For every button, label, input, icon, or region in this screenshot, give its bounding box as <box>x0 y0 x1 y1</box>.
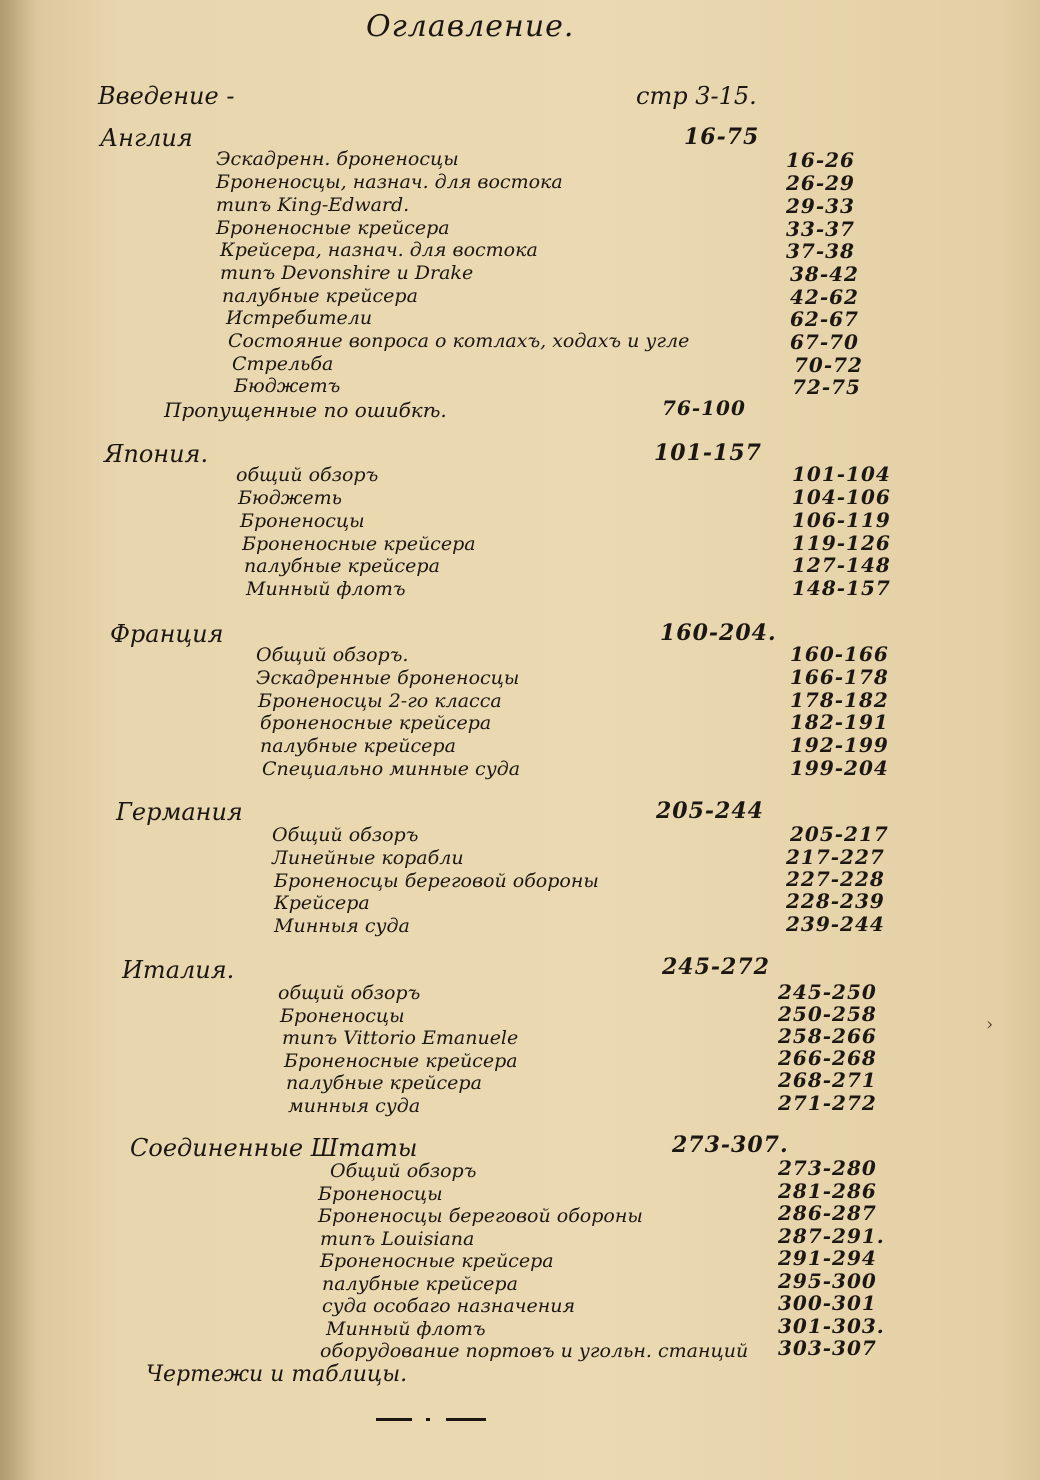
entry-label: Броненосцы 2-го класса <box>258 690 502 712</box>
entry-pages: 148-157 <box>792 576 891 600</box>
entry-label: Состояние вопроса о котлахъ, ходахъ и угле <box>228 330 690 352</box>
entry-label: Броненосцы <box>318 1183 443 1205</box>
section-pages: 273-307. <box>672 1132 789 1158</box>
section-title: Германия <box>116 798 243 826</box>
entry-pages: 192-199 <box>790 733 889 757</box>
entry-pages: 26-29 <box>786 171 855 195</box>
entry-pages: 286-287 <box>778 1201 877 1225</box>
entry-pages: 281-286 <box>778 1179 877 1203</box>
entry-label: Броненосцы, назнач. для востока <box>216 171 563 193</box>
entry-label: суда особаго назначения <box>322 1295 576 1317</box>
entry-pages: 178-182 <box>790 688 889 712</box>
entry-pages: 62-67 <box>790 307 859 331</box>
section-pages: 245-272 <box>662 954 770 980</box>
entry-label: Общий обзоръ. <box>256 644 409 666</box>
entry-label: Броненосцы береговой обороны <box>318 1205 643 1227</box>
section-title: Англия <box>100 124 193 152</box>
page-title: Оглавление. <box>366 9 575 44</box>
margin-mark: › <box>986 1014 994 1035</box>
entry-label: Бюджетъ <box>234 375 341 397</box>
entry-pages: 295-300 <box>778 1269 877 1293</box>
entry-pages: 38-42 <box>790 262 859 286</box>
entry-label: Эскадренные броненосцы <box>256 667 520 689</box>
entry-label: палубные крейсера <box>244 555 440 577</box>
entry-pages: 37-38 <box>786 239 855 263</box>
entry-pages: 166-178 <box>790 665 889 689</box>
entry-label: общий обзоръ <box>278 982 421 1004</box>
entry-pages: 104-106 <box>792 485 891 509</box>
entry-pages: 287-291. <box>778 1224 885 1248</box>
entry-label: минныя суда <box>288 1095 421 1117</box>
entry-pages: 70-72 <box>794 353 863 377</box>
entry-pages: 217-227 <box>786 845 885 869</box>
entry-label: палубные крейсера <box>260 735 456 757</box>
section-title: Франция <box>110 620 224 648</box>
entry-pages: 271-272 <box>778 1091 877 1115</box>
entry-pages: 199-204 <box>790 756 889 780</box>
entry-pages: 160-166 <box>790 642 889 666</box>
footer-dash <box>446 1418 486 1421</box>
entry-pages: 16-26 <box>786 148 855 172</box>
entry-label: оборудование портовъ и угольн. станций <box>320 1340 749 1362</box>
entry-label: Специально минные суда <box>262 758 521 780</box>
entry-label: Броненосцы <box>240 510 365 532</box>
entry-pages: 29-33 <box>786 194 855 218</box>
entry-pages: 106-119 <box>792 508 891 532</box>
entry-pages: 101-104 <box>792 462 891 486</box>
entry-label: Броненосные крейсера <box>284 1050 518 1072</box>
section-pages: 205-244 <box>656 798 764 824</box>
entry-pages: 76-100 <box>662 396 746 420</box>
entry-pages: 72-75 <box>792 375 861 399</box>
entry-label: палубные крейсера <box>286 1072 482 1094</box>
entry-pages: 300-301 <box>778 1291 877 1315</box>
entry-label: Общий обзоръ <box>272 824 419 846</box>
entry-label: Броненосные крейсера <box>320 1250 554 1272</box>
entry-label: Крейсера, назнач. для востока <box>220 239 538 261</box>
entry-label: Истребители <box>226 307 373 329</box>
entry-pages: 67-70 <box>790 330 859 354</box>
entry-pages: 245-250 <box>778 980 877 1004</box>
intro-pages: стр 3-15. <box>636 82 757 110</box>
closing-label: Чертежи и таблицы. <box>146 1362 408 1387</box>
entry-pages: 303-307 <box>778 1336 877 1360</box>
entry-label: типъ Devonshire и Drake <box>220 262 474 284</box>
entry-pages: 227-228 <box>786 867 885 891</box>
entry-pages: 239-244 <box>786 912 885 936</box>
entry-label: Эскадренн. броненосцы <box>216 148 459 170</box>
entry-pages: 205-217 <box>790 822 889 846</box>
section-title: Соединенные Штаты <box>130 1134 418 1162</box>
section-pages: 16-75 <box>684 124 760 150</box>
entry-pages: 33-37 <box>786 217 855 241</box>
entry-label: броненосные крейсера <box>260 712 492 734</box>
entry-pages: 268-271 <box>778 1068 877 1092</box>
section-title: Япония. <box>104 440 209 468</box>
entry-label: Пропущенные по ошибкѣ. <box>164 398 447 422</box>
entry-pages: 228-239 <box>786 889 885 913</box>
entry-pages: 273-280 <box>778 1156 877 1180</box>
page-fold-shadow <box>0 0 38 1480</box>
entry-label: Минный флотъ <box>246 578 406 600</box>
entry-pages: 42-62 <box>790 285 859 309</box>
entry-label: типъ Louisiana <box>320 1228 475 1250</box>
entry-pages: 182-191 <box>790 710 889 734</box>
entry-pages: 266-268 <box>778 1046 877 1070</box>
entry-label: Броненосные крейсера <box>242 533 476 555</box>
section-pages: 160-204. <box>660 620 777 646</box>
entry-pages: 258-266 <box>778 1024 877 1048</box>
entry-label: Броненосцы береговой обороны <box>274 870 599 892</box>
intro-label: Введение - <box>98 82 235 110</box>
entry-label: Общий обзоръ <box>330 1160 477 1182</box>
entry-label: типъ King-Edward. <box>216 194 410 216</box>
entry-label: Броненосные крейсера <box>216 217 450 239</box>
entry-label: Броненосцы <box>280 1005 405 1027</box>
entry-pages: 291-294 <box>778 1246 877 1270</box>
entry-pages: 301-303. <box>778 1314 885 1338</box>
entry-pages: 119-126 <box>792 531 891 555</box>
entry-label: Минныя суда <box>274 915 410 937</box>
section-pages: 101-157 <box>654 440 762 466</box>
entry-label: Линейные корабли <box>272 847 464 869</box>
entry-label: общий обзоръ <box>236 464 379 486</box>
footer-dot <box>426 1418 430 1421</box>
entry-pages: 250-258 <box>778 1002 877 1026</box>
entry-label: Минный флотъ <box>326 1318 486 1340</box>
entry-pages: 127-148 <box>792 553 891 577</box>
entry-label: Бюджеть <box>238 487 342 509</box>
entry-label: палубные крейсера <box>222 285 418 307</box>
entry-label: типъ Vittorio Emanuele <box>282 1027 519 1049</box>
footer-dash <box>376 1418 412 1421</box>
entry-label: палубные крейсера <box>322 1273 518 1295</box>
entry-label: Стрельба <box>232 353 334 375</box>
entry-label: Крейсера <box>274 892 370 914</box>
section-title: Италия. <box>122 956 235 984</box>
